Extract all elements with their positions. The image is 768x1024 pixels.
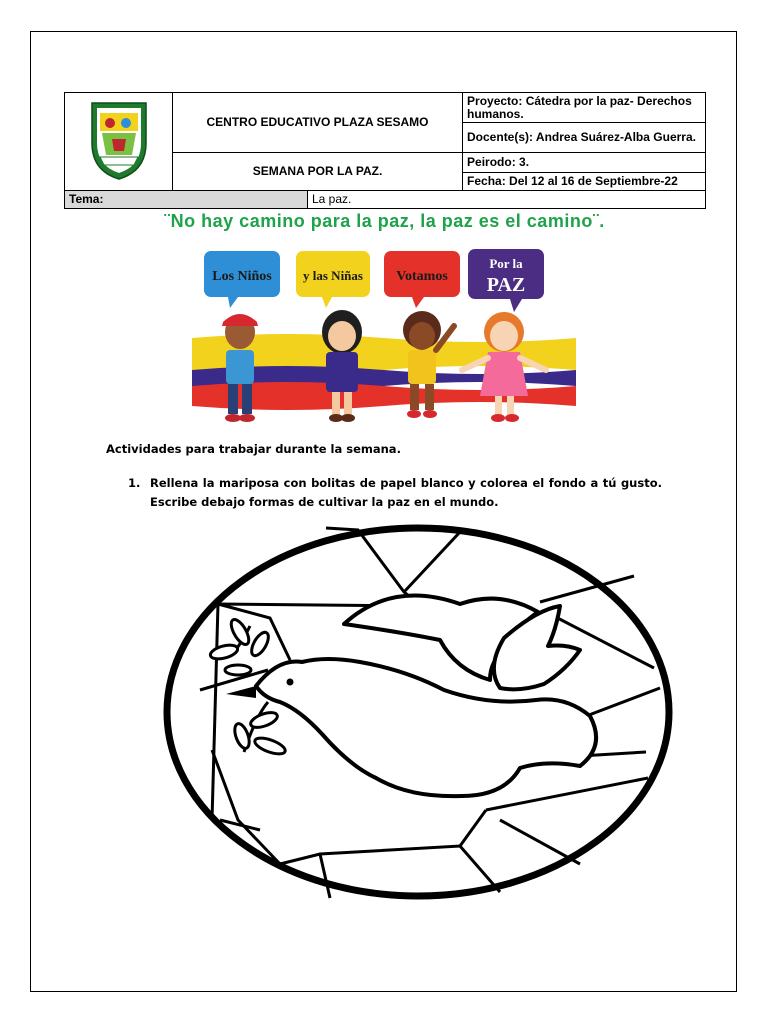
activities-title: Actividades para trabajar durante la semana. xyxy=(106,442,401,456)
bubble-por-la-paz xyxy=(468,249,544,312)
activity-number: 1. xyxy=(128,476,141,490)
kid-girl-orange-hair-illustration xyxy=(462,312,546,422)
activity-text: Rellena la mariposa con bolitas de papel blanco y colorea el fondo a tú gusto. Escribe debajo formas de cultivar la paz en el mundo. xyxy=(150,476,662,509)
teacher-field: Docente(s): Andrea Suárez-Alba Guerra. xyxy=(463,123,706,153)
bubble-votamos xyxy=(384,251,460,308)
bubble-ninos xyxy=(204,251,280,308)
logo-cell xyxy=(65,93,173,191)
header-table xyxy=(64,92,706,209)
date-field: Fecha: Del 12 al 16 de Septiembre-22 xyxy=(463,173,706,191)
topic-value: La paz. xyxy=(308,191,706,209)
bubble-por-la-text: Por la xyxy=(489,256,523,271)
topic-label: Tema: xyxy=(65,191,308,209)
peace-quote: ¨No hay camino para la paz, la paz es el camino¨. xyxy=(164,211,605,231)
school-logo xyxy=(88,99,150,181)
project-field: Proyecto: Cátedra por la paz- Derechos humanos. xyxy=(463,93,706,123)
week-title: SEMANA POR LA PAZ. xyxy=(173,153,463,191)
bubble-paz-text: PAZ xyxy=(486,274,526,296)
activity-item xyxy=(128,474,662,512)
period-field: Peirodo: 3. xyxy=(463,153,706,173)
bubble-ninos-text: Los Niños xyxy=(212,269,272,284)
dove-coloring-illustration xyxy=(160,520,676,904)
bubble-ninas-text: y las Niñas xyxy=(303,268,363,283)
kids-peace-banner xyxy=(192,246,576,430)
bubble-ninas xyxy=(296,251,370,308)
bubble-votamos-text: Votamos xyxy=(396,269,448,284)
school-name: CENTRO EDUCATIVO PLAZA SESAMO xyxy=(173,93,463,153)
